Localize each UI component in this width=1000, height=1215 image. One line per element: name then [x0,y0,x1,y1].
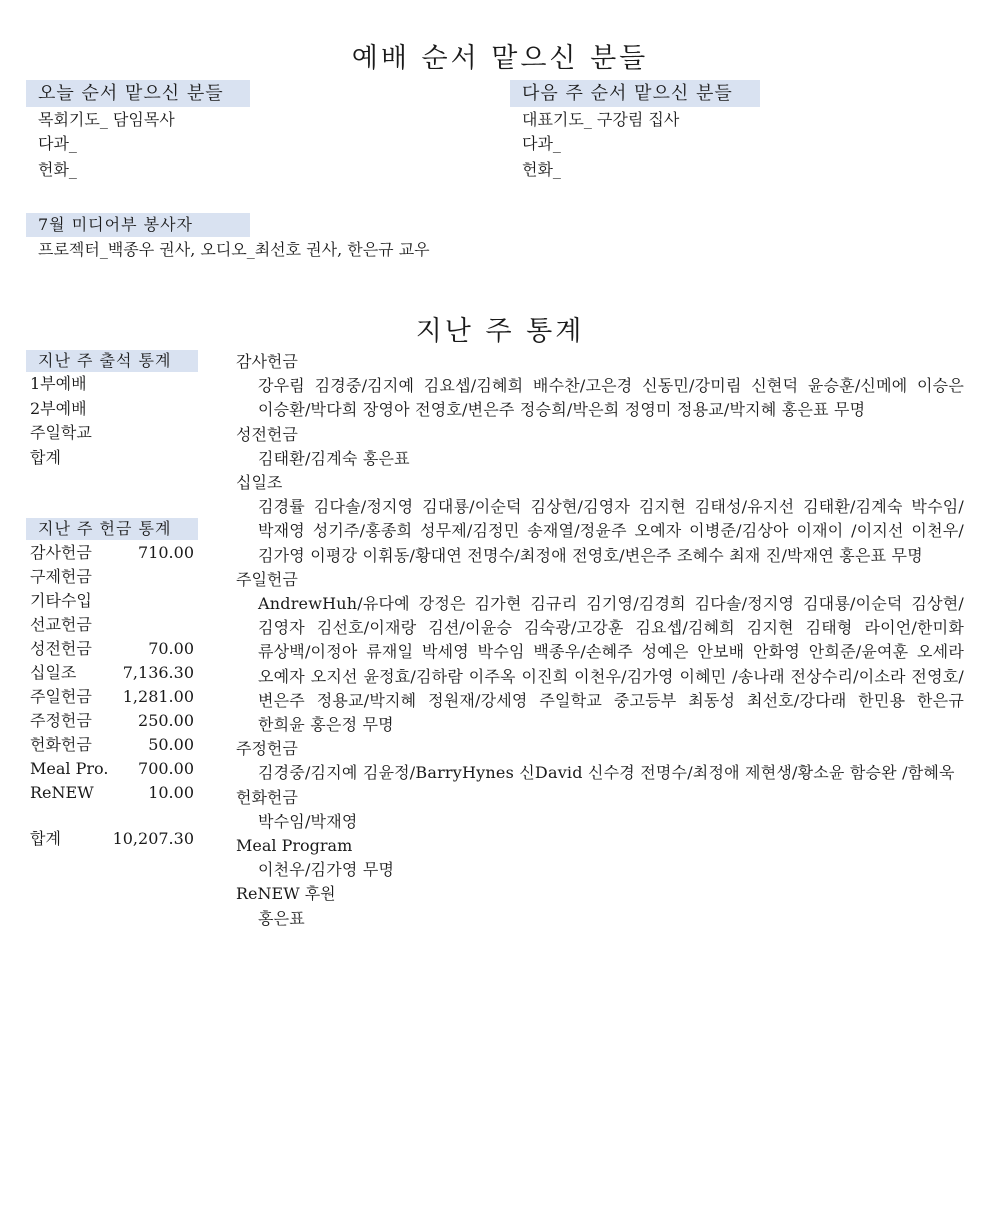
donor-category: 감사헌금 [236,352,298,371]
donor-category: 주일헌금 [236,569,298,589]
stat-value: 50.00 [148,735,194,754]
stat-label: 구제헌금 [30,567,92,586]
donor-names: 김경률 김다솔/정지영 김대룡/이순덕 김상현/김영자 김지현 김태성/유지선 김태환/김계숙 박수임/박재영 성기주/홍종희 성무제/김정민 송재열/정윤주 오예자 이병준/김상아 이재이 /이지선 이천우/김가영 이평강 이휘동/황대연 전명수/최정애 전영호/변은주 조혜수 최재 진/박재연 홍은표 무명 [258,497,964,565]
stat-value: 10,207.30 [112,829,194,848]
offering-row [30,757,194,781]
next-role-line: 다과_ [522,134,561,153]
attendance-row [30,397,194,421]
stat-label: 합계 [30,829,61,848]
stat-label: 십일조 [30,663,77,682]
stat-label: 주일헌금 [30,687,92,706]
offering-row [30,733,194,757]
donor-names: 김경중/김지예 김윤정/BarryHynes 신David 신수경 전명수/최정애 제현생/황소윤 함승완 /함혜욱 [258,763,955,783]
stat-label: 기타수입 [30,591,92,610]
donor-names: AndrewHuh/유다예 강정은 김가현 김규리 김기영/김경희 김다솔/정지영 김대룡/이순덕 김상현/김영자 김선호/이재랑 김션/이윤승 김숙광/고강훈 김요셉/김혜희 김지현 김태형 라이언/한미화 류상백/이정아 류재일 박세영 박수임 백종우/손혜주 성예은 안보배 안화영 안희준/윤여훈 오세라 오예자 오지선 윤정효/김하람 이주옥 이진희 이천우/김가영 이혜민 /송나래 전상수리/이소라 전영호/변은주 정용교/박지혜 정원재/강세영 주일학교 중고등부 최동성 최선호/강다래 한민용 한은규 한희윤 홍은정 무명 [258,594,964,735]
offering-row [30,685,194,709]
stat-label: Meal Pro. [30,759,109,778]
stat-value: 10.00 [148,783,194,802]
donor-names: 강우림 김경중/김지예 김요셉/김혜희 배수찬/고은경 신동민/강미림 신현덕 윤승훈/신메에 이승은 이승환/박다희 장영아 전영호/변은주 정승희/박은희 정영미 정용교/박지혜 홍은표 무명 [258,376,964,420]
stat-value: 1,281.00 [122,687,194,706]
stat-label: 헌화헌금 [30,735,92,754]
offering-row [30,637,194,661]
stat-label: ReNEW [30,783,94,802]
offering-row [30,781,194,805]
offering-row [30,541,194,565]
stat-label: 감사헌금 [30,543,92,562]
offering-row [30,661,194,685]
donor-category: Meal Program [236,836,353,856]
stat-label: 1부예배 [30,374,87,393]
offering-header: 지난 주 헌금 통계 [26,518,198,540]
donor-names: 김태환/김계숙 홍은표 [258,448,410,468]
stat-label: 2부예배 [30,399,87,418]
attendance-row [30,421,194,445]
offering-total-row [30,827,194,851]
donor-names: 박수임/박재영 [258,811,358,831]
next-role-line: 대표기도_ 구강림 집사 [522,110,680,129]
donor-category: ReNEW 후원 [236,884,336,904]
offering-row [30,613,194,637]
stat-label: 주정헌금 [30,711,92,730]
page-title: 예배 순서 맡으신 분들 [351,43,649,74]
stat-value: 700.00 [138,759,194,778]
stat-label: 합계 [30,448,61,467]
stat-value: 250.00 [138,711,194,730]
today-role-line: 다과_ [38,134,77,153]
donor-names: 이천우/김가영 무명 [258,860,395,880]
stat-value: 7,136.30 [122,663,194,682]
offering-row [30,709,194,733]
stat-label: 주일학교 [30,423,92,442]
donor-category: 십일조 [236,473,283,493]
stat-value: 710.00 [138,543,194,562]
stat-value: 70.00 [148,639,194,658]
stats-title: 지난 주 통계 [415,316,585,347]
today-role-line: 헌화_ [38,160,77,179]
next-role-line: 헌화_ [522,160,561,179]
offering-row [30,565,194,589]
attendance-row [30,446,194,470]
attendance-header: 지난 주 출석 통계 [26,350,198,372]
donor-names: 홍은표 [258,908,305,928]
stat-label: 선교헌금 [30,615,92,634]
next-roles-header: 다음 주 순서 맡으신 분들 [510,80,760,107]
media-volunteers-header: 7월 미디어부 봉사자 [26,213,250,237]
today-roles-header: 오늘 순서 맡으신 분들 [26,80,250,107]
donor-lists [236,350,964,931]
donor-category: 성전헌금 [236,424,298,444]
stat-label: 성전헌금 [30,639,92,658]
donor-category: 헌화헌금 [236,787,298,807]
media-volunteers-line: 프로젝터_백종우 권사, 오디오_최선호 권사, 한은규 교우 [38,240,430,259]
offering-row [30,589,194,613]
today-role-line: 목회기도_ 담임목사 [38,110,175,129]
donor-category: 주정헌금 [236,739,298,759]
attendance-row [30,372,194,396]
